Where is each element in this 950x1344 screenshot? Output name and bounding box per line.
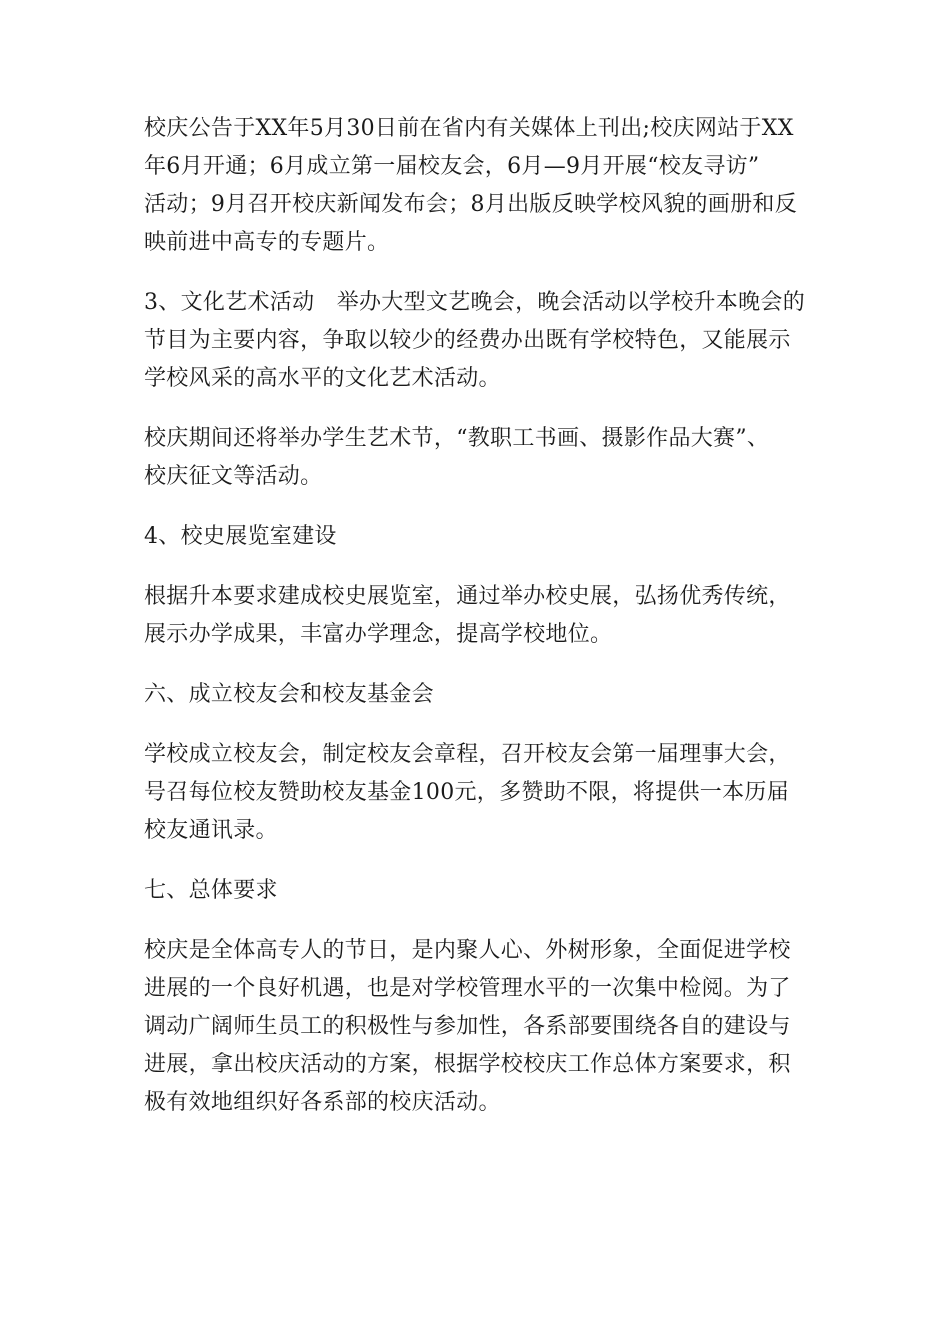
section-heading-history-exhibition [144, 518, 810, 556]
document-page [144, 110, 810, 1144]
paragraph-announcement-schedule [144, 110, 810, 262]
text-line: 学校风采的高水平的文化艺术活动。 [144, 366, 501, 391]
text-line: 活动；9月召开校庆新闻发布会；8月出版反映学校风貌的画册和反 [144, 192, 797, 217]
text-line: 展示办学成果，丰富办学理念，提高学校地位。 [144, 622, 613, 647]
text-line: 七、总体要求 [144, 878, 278, 903]
text-line: 学校成立校友会，制定校友会章程，召开校友会第一届理事大会， [144, 742, 791, 767]
text-line: 进展，拿出校庆活动的方案，根据学校校庆工作总体方案要求，积 [144, 1052, 791, 1077]
text-line: 校友通讯录。 [144, 818, 278, 843]
text-line: 4、校史展览室建设 [144, 524, 337, 549]
paragraph-art-festival [144, 420, 810, 496]
paragraph-history-exhibition [144, 578, 810, 654]
text-line: 校庆征文等活动。 [144, 464, 323, 489]
text-line: 3、文化艺术活动 举办大型文艺晚会，晚会活动以学校升本晚会的 [144, 290, 805, 315]
section-heading-alumni-association [144, 676, 810, 714]
text-line: 校庆公告于XX年5月30日前在省内有关媒体上刊出;校庆网站于XX [144, 116, 794, 141]
text-line: 校庆是全体高专人的节日，是内聚人心、外树形象，全面促进学校 [144, 938, 791, 963]
text-line: 六、成立校友会和校友基金会 [144, 682, 434, 707]
paragraph-general-requirements [144, 932, 810, 1122]
text-line: 年6月开通；6月成立第一届校友会，6月—9月开展“校友寻访” [144, 154, 760, 179]
text-line: 校庆期间还将举办学生艺术节，“教职工书画、摄影作品大赛”、 [144, 426, 770, 451]
section-heading-general-requirements [144, 872, 810, 910]
text-line: 调动广阔师生员工的积极性与参加性，各系部要围绕各自的建设与 [144, 1014, 791, 1039]
paragraph-cultural-activities [144, 284, 810, 398]
text-line: 极有效地组织好各系部的校庆活动。 [144, 1090, 501, 1115]
paragraph-alumni-association [144, 736, 810, 850]
text-line: 号召每位校友赞助校友基金100元，多赞助不限，将提供一本历届 [144, 780, 789, 805]
text-line: 映前进中高专的专题片。 [144, 230, 390, 255]
text-line: 节目为主要内容，争取以较少的经费办出既有学校特色，又能展示 [144, 328, 791, 353]
text-line: 根据升本要求建成校史展览室，通过举办校史展，弘扬优秀传统， [144, 584, 791, 609]
text-line: 进展的一个良好机遇，也是对学校管理水平的一次集中检阅。为了 [144, 976, 791, 1001]
